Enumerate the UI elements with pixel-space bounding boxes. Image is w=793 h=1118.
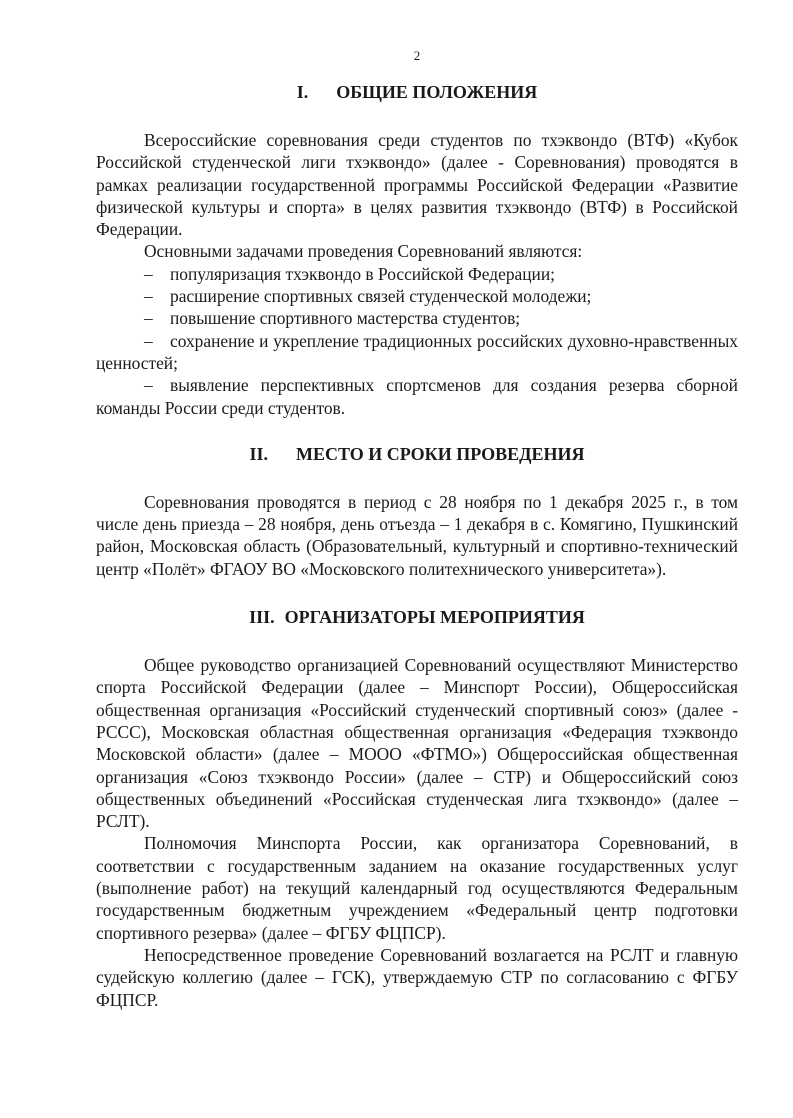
list-marker: – <box>144 375 153 396</box>
list-marker: – <box>144 330 153 351</box>
list-marker: – <box>144 308 153 329</box>
section-title: ОБЩИЕ ПОЛОЖЕНИЯ <box>336 82 538 102</box>
paragraph: Общее руководство организацией Соревнований осуществляют Министерство спорта Российской Федерации (далее – Минспорт России), Общероссийская общественная организация «Российский студенческий спортивный союз» (далее - РССС), Московская областная общественная организация «Федерация тхэквондо Московской области» (далее – МООО «ФТМО») Общероссийская общественная организация «Союз тхэквондо России» (далее – СТР) и Общероссийский союз общественных объединений «Российская студенческая лига тхэквондо» (далее – РСЛТ). <box>96 655 738 832</box>
list-marker: – <box>144 286 153 307</box>
paragraph: Всероссийские соревнования среди студентов по тхэквондо (ВТФ) «Кубок Российской студенческой лиги тхэквондо» (далее - Соревнования) проводятся в рамках реализации государственной программы Российской Федерации «Развитие физической культуры и спорта» в целях развития тхэквондо (ВТФ) в Российской Федерации. <box>96 130 738 240</box>
paragraph: Непосредственное проведение Соревнований возлагается на РСЛТ и главную судейскую коллегию (далее – ГСК), утверждаемую СТР по согласованию с ФГБУ ФЦПСР. <box>96 944 738 1010</box>
section-heading <box>96 80 738 104</box>
section-place-and-dates <box>96 442 738 580</box>
section-heading <box>96 442 738 466</box>
paragraph: Основными задачами проведения Соревнований являются: <box>144 241 583 262</box>
page-number: 2 <box>413 48 421 63</box>
section-organizers <box>96 605 738 1011</box>
section-title: ОРГАНИЗАТОРЫ МЕРОПРИЯТИЯ <box>284 607 585 628</box>
section-numeral: III. <box>249 607 275 628</box>
list-item: – популяризация тхэквондо в Российской Федерации; <box>144 263 556 284</box>
list-item: – повышение спортивного мастерства студентов; <box>144 308 521 329</box>
list-marker: – <box>144 263 153 284</box>
section-numeral: II. <box>249 443 268 464</box>
section-numeral: I. <box>296 82 309 102</box>
section-general-provisions <box>96 80 738 419</box>
paragraph: Соревнования проводятся в период с 28 ноября по 1 декабря 2025 г., в том числе день приезда – 28 ноября, день отъезда – 1 декабря в с. Комягино, Пушкинский район, Московская область (Образовательный, культурный и спортивно-технический центр «Полёт» ФГАОУ ВО «Московского политехнического университета»). <box>96 491 738 579</box>
list-item: – сохранение и укрепление традиционных российских духовно-нравственных ценностей; <box>96 330 738 373</box>
paragraph: Полномочия Минспорта России, как организатора Соревнований, в соответствии с государственным заданием на оказание государственных услуг (выполнение работ) на текущий календарный год осуществляются Федеральным государственным бюджетным учреждением «Федеральный центр подготовки спортивного резерва» (далее – ФГБУ ФЦПСР). <box>96 833 738 943</box>
list-item: – расширение спортивных связей студенческой молодежи; <box>144 286 592 307</box>
list-item: – выявление перспективных спортсменов для создания резерва сборной команды России среди студентов. <box>96 375 738 418</box>
section-heading <box>96 605 738 629</box>
tasks-list <box>96 263 738 419</box>
section-title: МЕСТО И СРОКИ ПРОВЕДЕНИЯ <box>296 443 585 464</box>
